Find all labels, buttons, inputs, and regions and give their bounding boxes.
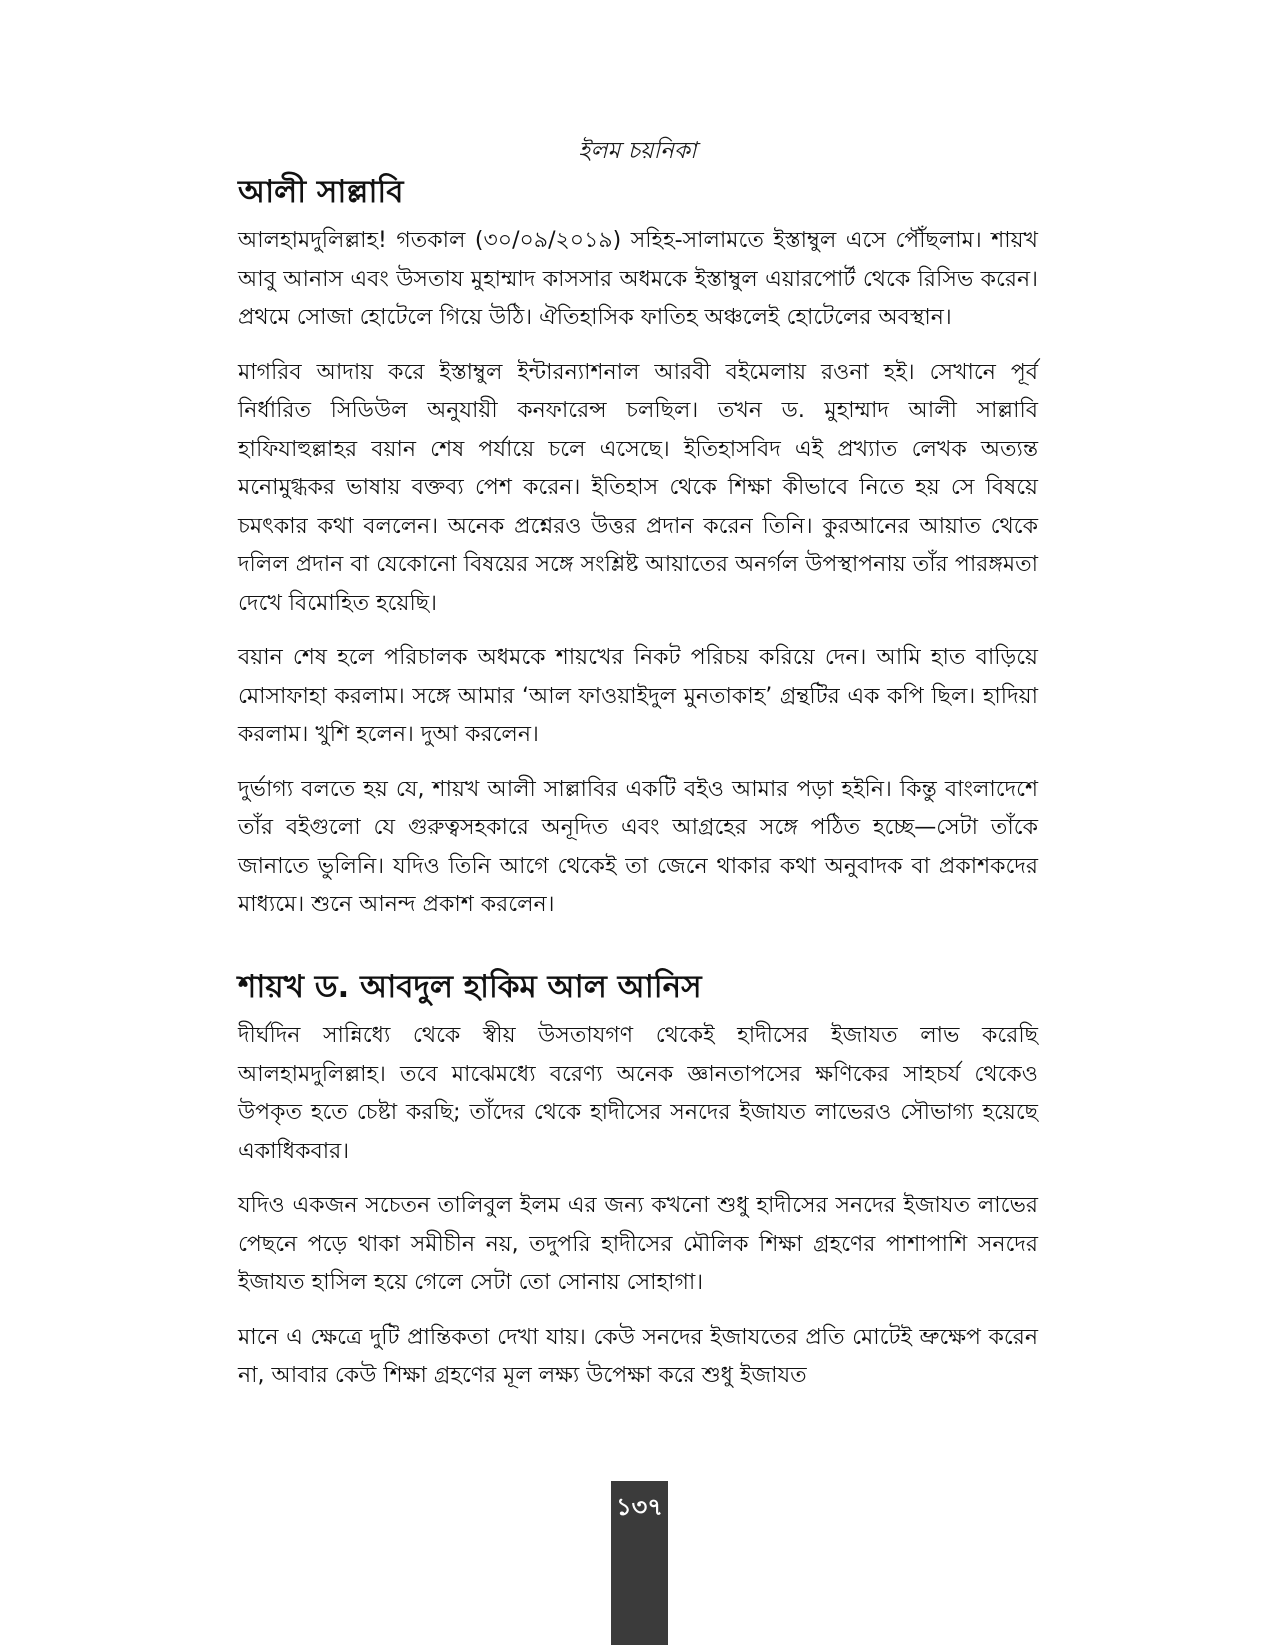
page-body [238, 172, 1038, 1412]
running-head: ইলম চয়নিকা [578, 138, 697, 164]
section-heading: আলী সাল্লাবি [238, 174, 404, 210]
page-number: ১৩৭ [611, 1481, 668, 1645]
section-heading: শায়খ ড. আবদুল হাকিম আল আনিস [238, 968, 702, 1005]
paragraph: বয়ান শেষ হলে পরিচালক অধমকে শায়খের নিকট পরিচয় করিয়ে দেন। আমি হাত বাড়িয়ে মোসাফাহা করলাম। সঙ্গে আমার ‘আল ফাওয়াইদুল মুনতাকাহ’ গ্রন্থটির এক কপি ছিল। হাদিয়া করলাম। খুশি হলেন। দুআ করলেন। [238, 645, 1038, 748]
paragraph: দুর্ভাগ্য বলতে হয় যে, শায়খ আলী সাল্লাবির একটি বইও আমার পড়া হইনি। কিন্তু বাংলাদেশে তাঁর বইগুলো যে গুরুত্বসহকারে অনূদিত এবং আগ্রহের সঙ্গে পঠিত হচ্ছে—সেটা তাঁকে জানাতে ভুলিনি। যদিও তিনি আগে থেকেই তা জেনে থাকার কথা অনুবাদক বা প্রকাশকদের মাধ্যমে। শুনে আনন্দ প্রকাশ করলেন। [238, 776, 1038, 918]
paragraph: মাগরিব আদায় করে ইস্তাম্বুল ইন্টারন্যাশনাল আরবী বইমেলায় রওনা হই। সেখানে পূর্ব নির্ধারিত সিডিউল অনুযায়ী কনফারেন্স চলছিল। তখন ড. মুহাম্মাদ আলী সাল্লাবি হাফিযাহুল্লাহর বয়ান শেষ পর্যায়ে চলে এসেছে। ইতিহাসবিদ এই প্রখ্যাত লেখক অত্যন্ত মনোমুগ্ধকর ভাষায় বক্তব্য পেশ করেন। ইতিহাস থেকে শিক্ষা কীভাবে নিতে হয় সে বিষয়ে চমৎকার কথা বললেন। অনেক প্রশ্নেরও উত্তর প্রদান করেন তিনি। কুরআনের আয়াত থেকে দলিল প্রদান বা যেকোনো বিষয়ের সঙ্গে সংশ্লিষ্ট আয়াতের অনর্গল উপস্থাপনায় তাঁর পারঙ্গমতা দেখে বিমোহিত হয়েছি। [238, 359, 1038, 616]
paragraph: আলহামদুলিল্লাহ! গতকাল (৩০/০৯/২০১৯) সহিহ-সালামতে ইস্তাম্বুল এসে পৌঁছলাম। শায়খ আবু আনাস এবং উসতায মুহাম্মাদ কাসসার অধমকে ইস্তাম্বুল এয়ারপোর্ট থেকে রিসিভ করেন। প্রথমে সোজা হোটেলে গিয়ে উঠি। ঐতিহাসিক ফাতিহ অঞ্চলেই হোটেলের অবস্থান। [238, 228, 1038, 331]
paragraph: দীর্ঘদিন সান্নিধ্যে থেকে স্বীয় উসতাযগণ থেকেই হাদীসের ইজাযত লাভ করেছি আলহামদুলিল্লাহ। তবে মাঝেমধ্যে বরেণ্য অনেক জ্ঞানতাপসের ক্ষণিকের সাহচর্য থেকেও উপকৃত হতে চেষ্টা করছি; তাঁদের থেকে হাদীসের সনদের ইজাযত লাভেরও সৌভাগ্য হয়েছে একাধিকবার। [238, 1023, 1038, 1164]
paragraph: মানে এ ক্ষেত্রে দুটি প্রান্তিকতা দেখা যায়। কেউ সনদের ইজাযতের প্রতি মোটেই ভ্রুক্ষেপ করেন না, আবার কেউ শিক্ষা গ্রহণের মূল লক্ষ্য উপেক্ষা করে শুধু ইজাযত [238, 1324, 1038, 1389]
paragraph: যদিও একজন সচেতন তালিবুল ইলম এর জন্য কখনো শুধু হাদীসের সনদের ইজাযত লাভের পেছনে পড়ে থাকা সমীচীন নয়, তদুপরি হাদীসের মৌলিক শিক্ষা গ্রহণের পাশাপাশি সনদের ইজাযত হাসিল হয়ে গেলে সেটা তো সোনায় সোহাগা। [238, 1193, 1038, 1296]
